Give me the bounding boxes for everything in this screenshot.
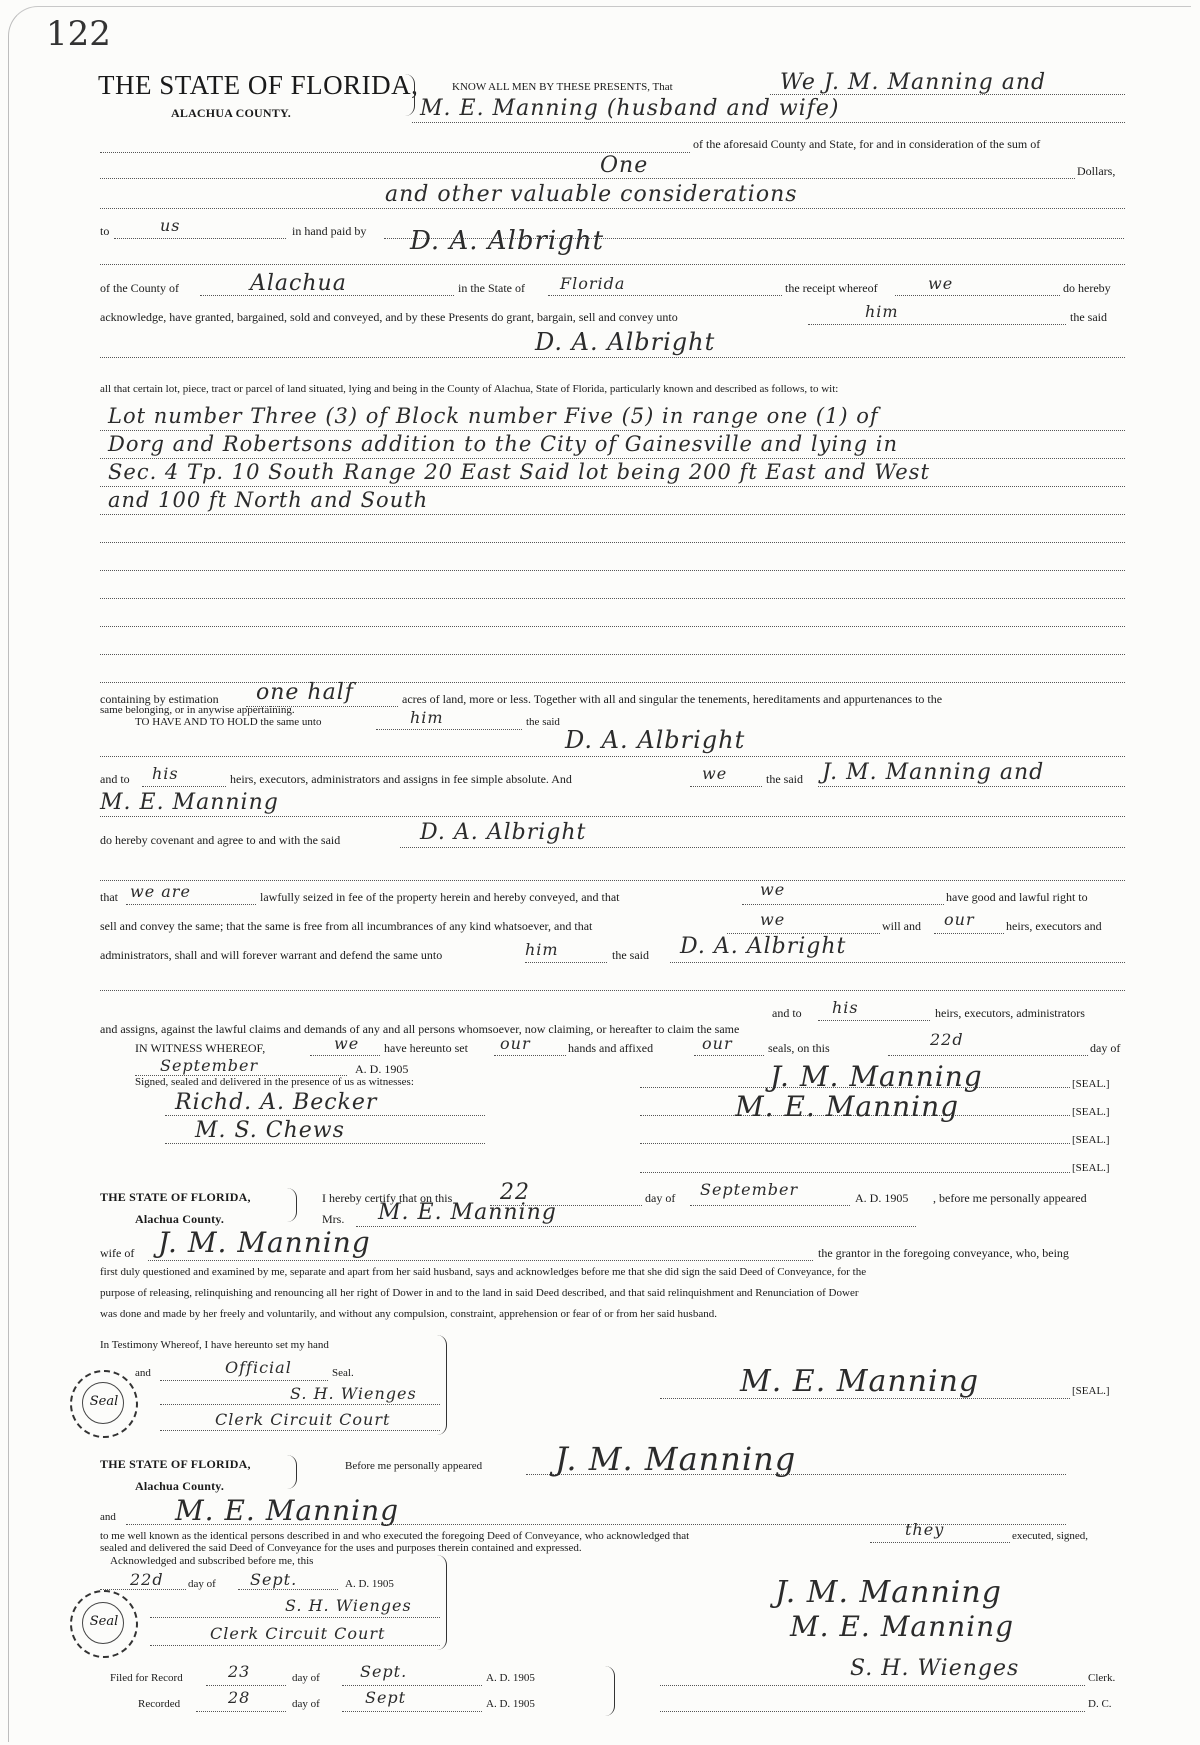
acknowledgment-brace-2 — [432, 1555, 447, 1650]
filing-recorded-day: 28 — [228, 1688, 251, 1707]
warranty-grantee: D. A. Albright — [680, 934, 847, 959]
certificate-day: 22 — [500, 1180, 530, 1205]
dotline — [525, 962, 607, 963]
witness-have-set: have hereunto set — [384, 1041, 468, 1055]
warranty-heirs-admin: heirs, executors, administrators — [935, 1006, 1085, 1020]
certificate-county: Alachua County. — [135, 1212, 225, 1226]
signature-2: M. E. Manning — [735, 1090, 960, 1123]
grantors-handwriting: We J. M. Manning and — [780, 70, 1047, 95]
have-hold-grantee: D. A. Albright — [565, 726, 746, 754]
certificate-appeared: , before me personally appeared — [933, 1191, 1087, 1205]
dotline — [100, 264, 1125, 265]
acknowledge-text: acknowledge, have granted, bargained, sold and conveyed, and by these Presents do grant, bargain, sell and convey unto — [100, 310, 678, 324]
certificate-ad: A. D. 1905 — [855, 1191, 909, 1205]
acknowledgment-month: Sept. — [250, 1570, 298, 1589]
dotline — [342, 1711, 482, 1712]
dotline — [165, 1115, 485, 1116]
acknowledgment-body: sealed and delivered the said Deed of Conveyance for the uses and purposes therein contained and expressed. — [100, 1542, 582, 1554]
dotline — [548, 295, 782, 296]
dotline — [100, 990, 1125, 991]
land-text: all that certain lot, piece, tract or parcel of land situated, lying and being in the County of Alachua, State of Florida, particularly known and described as follows, to wit: — [100, 383, 839, 395]
acknowledgment-day: 22d — [130, 1570, 164, 1589]
certificate-brace — [282, 1188, 297, 1222]
dotline — [870, 1542, 1010, 1543]
acknowledgment-signature-2: M. E. Manning — [790, 1610, 1015, 1643]
acknowledgment-executed: executed, signed, — [1012, 1530, 1089, 1542]
warranty-and-to: and to — [772, 1006, 802, 1020]
acknowledgment-day-of: day of — [188, 1578, 216, 1590]
dotline — [148, 1260, 813, 1261]
witness-name-1: Richd. A. Becker — [175, 1090, 378, 1115]
dotline — [100, 208, 1125, 209]
dotline — [100, 654, 1125, 655]
signature-1: J. M. Manning — [770, 1060, 983, 1093]
seal-label: [SEAL.] — [1072, 1162, 1110, 1174]
acknowledgment-state: THE STATE OF FLORIDA, — [100, 1457, 251, 1471]
certificate-clerk-title: Clerk Circuit Court — [215, 1410, 391, 1429]
county-label: of the County of — [100, 281, 179, 295]
certificate-body: first duly questioned and examined by me, separate and apart from her said husband, says and acknowledges before me that she did sign the said Deed of Conveyance, for the — [100, 1266, 867, 1278]
warranty-we: we — [760, 880, 786, 899]
dotline — [818, 1020, 930, 1021]
acknowledgment-subscribed: Acknowledged and subscribed before me, this — [110, 1555, 314, 1567]
dollars-label: Dollars, — [1077, 164, 1116, 178]
filing-filed-month: Sept. — [360, 1662, 408, 1681]
warranty-his: his — [832, 998, 859, 1017]
estimation-label: containing by estimation — [100, 692, 219, 706]
filing-day-of: day of — [292, 1672, 320, 1684]
dotline — [126, 904, 256, 905]
warranty-heirs-exec: heirs, executors and — [1006, 919, 1102, 933]
official-seal-stamp — [70, 1370, 138, 1438]
heirs-grantors: J. M. Manning and — [822, 760, 1045, 785]
certificate-mrs: Mrs. — [322, 1212, 345, 1226]
witness-ad: A. D. 1905 — [355, 1062, 409, 1076]
witness-hand: hands and affixed — [568, 1041, 654, 1055]
estimation-value: one half — [256, 680, 354, 705]
dotline — [660, 1711, 1085, 1712]
consideration-amount: One — [600, 153, 649, 178]
dotline — [694, 1055, 764, 1056]
warranty-will-and: will and — [882, 919, 921, 933]
warranty-assigns: and assigns, against the lawful claims and demands of any and all persons whomsoever, now claiming, or hereafter to claim the same — [100, 1022, 740, 1036]
description-line: Sec. 4 Tp. 10 South Range 20 East Said lot being 200 ft East and West — [108, 460, 930, 484]
dotline — [160, 1380, 328, 1381]
receipt-value: we — [928, 274, 954, 293]
filing-filed-day: 23 — [228, 1662, 251, 1681]
certificate-wife-signature: M. E. Manning — [740, 1364, 980, 1399]
description-line: Lot number Three (3) of Block number Five (5) in range one (1) of — [108, 404, 879, 428]
seal-stamp-label: Seal — [89, 1614, 119, 1629]
dotline — [100, 816, 1125, 817]
description-line: and 100 ft North and South — [108, 488, 429, 512]
seal-stamp-label: Seal — [89, 1394, 119, 1409]
certificate-wife-of: wife of — [100, 1246, 135, 1260]
certificate-wife-value: J. M. Manning — [158, 1226, 371, 1259]
acknowledgment-appeared-value: J. M. Manning — [555, 1440, 797, 1478]
certificate-state: THE STATE OF FLORIDA, — [100, 1190, 251, 1204]
estimation-rest: acres of land, more or less. Together with all and singular the tenements, hereditaments and appurtenances to the — [402, 692, 943, 706]
certificate-day-of: day of — [645, 1191, 676, 1205]
dotline — [660, 1685, 1085, 1686]
dotline — [100, 598, 1125, 599]
certificate-clerk-signature: S. H. Wienges — [290, 1384, 417, 1403]
filing-dc: D. C. — [1088, 1698, 1112, 1710]
dotline — [206, 1685, 286, 1686]
heirs-grantors-line2: M. E. Manning — [100, 790, 279, 815]
certificate-certify: I hereby certify that on this — [322, 1191, 453, 1205]
heirs-text: heirs, executors, administrators and assigns in fee simple absolute. And — [230, 772, 572, 786]
dotline — [100, 682, 1125, 683]
dotline — [640, 1143, 1070, 1144]
have-hold-label: TO HAVE AND TO HOLD the same unto — [135, 716, 322, 728]
covenant-text: do hereby covenant and agree to and with the said — [100, 833, 341, 847]
acknowledgment-signature-1: J. M. Manning — [775, 1575, 1002, 1610]
warranty-seized: lawfully seized in fee of the property herein and hereby conveyed, and that — [260, 890, 620, 904]
dotline — [100, 486, 1125, 487]
filing-recorded-month: Sept — [365, 1688, 407, 1707]
certificate-and: and — [135, 1367, 151, 1379]
header-state: THE STATE OF FLORIDA, — [98, 70, 419, 100]
acknowledgment-seal-stamp — [70, 1590, 138, 1658]
acknowledgment-clerk-title: Clerk Circuit Court — [210, 1624, 386, 1643]
dotline — [690, 786, 762, 787]
certificate-seal: [SEAL.] — [1072, 1385, 1110, 1397]
to-label: to — [100, 224, 110, 238]
dotline — [100, 458, 1125, 459]
dotline — [494, 1055, 566, 1056]
filing-ad: A. D. 1905 — [486, 1672, 535, 1684]
witness-day-of: day of — [1090, 1041, 1121, 1055]
warranty-that: that — [100, 890, 118, 904]
dotline — [400, 847, 1125, 848]
heirs-his: his — [152, 764, 179, 783]
dotline — [100, 880, 1125, 881]
dotline — [742, 904, 944, 905]
filing-ad: A. D. 1905 — [486, 1698, 535, 1710]
dotline — [690, 1205, 850, 1206]
acknowledgment-before: Before me personally appeared — [345, 1460, 483, 1472]
acknowledgment-and-value: M. E. Manning — [175, 1494, 400, 1527]
certificate-body: purpose of releasing, relinquishing and renouncing all her right of Dower in and to the land in said Deed described, and that said relinquishment and Renunciation of Dower — [100, 1287, 859, 1299]
certificate-mrs-value: M. E. Manning — [378, 1200, 557, 1225]
header-county: ALACHUA COUNTY. — [171, 106, 291, 120]
certificate-month: September — [700, 1180, 799, 1199]
acknowledgment-ad: A. D. 1905 — [345, 1578, 394, 1590]
dotline — [934, 933, 1004, 934]
state-label: in the State of — [458, 281, 525, 295]
certificate-testimony-brace — [432, 1335, 447, 1435]
warranty-we2: we — [760, 910, 786, 929]
witness-whereof: IN WITNESS WHEREOF, — [135, 1041, 266, 1055]
estimation-line2: same belonging, or in anywise appertaining. — [100, 704, 295, 716]
certificate-seal-word: Seal. — [332, 1367, 354, 1379]
dotline — [640, 1172, 1070, 1173]
heirs-we: we — [702, 764, 728, 783]
warranty-good: have good and lawful right to — [946, 890, 1088, 904]
dotline — [114, 238, 286, 239]
grantors-handwriting-line2: M. E. Manning (husband and wife) — [420, 96, 840, 121]
warranty-unto-value: him — [525, 940, 559, 959]
dotline — [342, 1685, 482, 1686]
dotline — [100, 756, 1125, 757]
filing-clerk-signature: S. H. Wienges — [850, 1656, 1020, 1681]
filing-recorded: Recorded — [138, 1698, 181, 1710]
certificate-body: was done and made by her freely and voluntarily, and without any compulsion, constraint, apprehension or fear of or from her said husband. — [100, 1308, 717, 1320]
county-value: Alachua — [250, 271, 347, 296]
witness-our: our — [500, 1034, 531, 1053]
dotline — [160, 1430, 440, 1431]
dotline — [356, 1226, 916, 1227]
dotline — [100, 570, 1125, 571]
seal-label: [SEAL.] — [1072, 1078, 1110, 1090]
covenant-value: D. A. Albright — [420, 820, 587, 845]
header-intro: KNOW ALL MEN BY THESE PRESENTS, That — [452, 81, 673, 93]
warranty-that-value: we are — [130, 882, 191, 901]
dotline — [895, 295, 1060, 296]
dotline — [196, 1711, 286, 1712]
have-hold-said: the said — [526, 716, 560, 728]
hereby-label: do hereby — [1063, 281, 1111, 295]
page-number: 122 — [46, 14, 111, 54]
witness-day: 22d — [930, 1030, 964, 1049]
seal-label: [SEAL.] — [1072, 1106, 1110, 1118]
heirs-and-to: and to — [100, 772, 130, 786]
unto-value: him — [865, 302, 899, 321]
witness-seal-on: seals, on this — [768, 1041, 830, 1055]
warranty-administrators: administrators, shall and will forever warrant and defend the same unto — [100, 948, 443, 962]
dotline — [670, 962, 1125, 963]
dotline — [818, 786, 1125, 787]
filing-brace — [600, 1666, 615, 1716]
witness-month: September — [160, 1056, 259, 1075]
dotline — [310, 1055, 380, 1056]
warranty-the-said: the said — [612, 948, 649, 962]
acknowledgment-they: they — [905, 1520, 945, 1539]
dotline — [808, 324, 1066, 325]
filing-filed: Filed for Record — [110, 1672, 183, 1684]
filing-day-of: day of — [292, 1698, 320, 1710]
witness-we: we — [334, 1034, 360, 1053]
acknowledgment-clerk-signature: S. H. Wienges — [285, 1596, 412, 1615]
dotline — [100, 626, 1125, 627]
certificate-official: Official — [225, 1358, 292, 1377]
description-line: Dorg and Robertsons addition to the City of Gainesville and lying in — [108, 432, 898, 456]
dotline — [150, 1645, 440, 1646]
dotline — [142, 786, 226, 787]
paid-by-value: D. A. Albright — [410, 226, 605, 256]
acknowledgment-county: Alachua County. — [135, 1479, 225, 1493]
dotline — [100, 514, 1125, 515]
header-brace — [400, 74, 415, 116]
certificate-testimony: In Testimony Whereof, I have hereunto set my hand — [100, 1339, 329, 1351]
receipt-label: the receipt whereof — [785, 281, 878, 295]
witness-our2: our — [702, 1034, 733, 1053]
dotline — [100, 542, 1125, 543]
seal-label: [SEAL.] — [1072, 1134, 1110, 1146]
dotline — [100, 357, 1125, 358]
the-said-label: the said — [1070, 310, 1107, 324]
dotline — [888, 1055, 1088, 1056]
dotline — [160, 1404, 440, 1405]
dotline — [150, 1617, 440, 1618]
acknowledgment-body: to me well known as the identical persons described in and who executed the foregoing Deed of Conveyance, who acknowledged that — [100, 1530, 690, 1542]
warranty-our: our — [944, 910, 975, 929]
dotline — [100, 1589, 186, 1590]
dotline — [100, 178, 1075, 179]
dotline — [165, 1143, 485, 1144]
filing-clerk: Clerk. — [1088, 1672, 1116, 1684]
have-hold-value: him — [410, 708, 444, 727]
heirs-the-said: the said — [766, 772, 803, 786]
dotline — [238, 1589, 338, 1590]
grantee-value: D. A. Albright — [535, 328, 716, 356]
acknowledgment-brace — [282, 1455, 297, 1489]
warranty-sell: sell and convey the same; that the same is free from all incumbrances of any kind whatsoever, and that — [100, 919, 593, 933]
dotline — [376, 729, 522, 730]
dotline — [100, 430, 1125, 431]
consideration-text: of the aforesaid County and State, for and in consideration of the sum of — [693, 137, 1041, 151]
witness-name-2: M. S. Chews — [195, 1118, 345, 1143]
acknowledgment-and: and — [100, 1511, 116, 1523]
consideration-extra: and other valuable considerations — [385, 182, 798, 207]
witness-signed: Signed, sealed and delivered in the presence of us as witnesses: — [135, 1076, 414, 1088]
state-value: Florida — [560, 274, 626, 293]
to-value: us — [160, 216, 181, 235]
paid-label: in hand paid by — [292, 224, 367, 238]
certificate-grantor-text: the grantor in the foregoing conveyance, who, being — [818, 1246, 1069, 1260]
dotline — [412, 122, 1125, 123]
